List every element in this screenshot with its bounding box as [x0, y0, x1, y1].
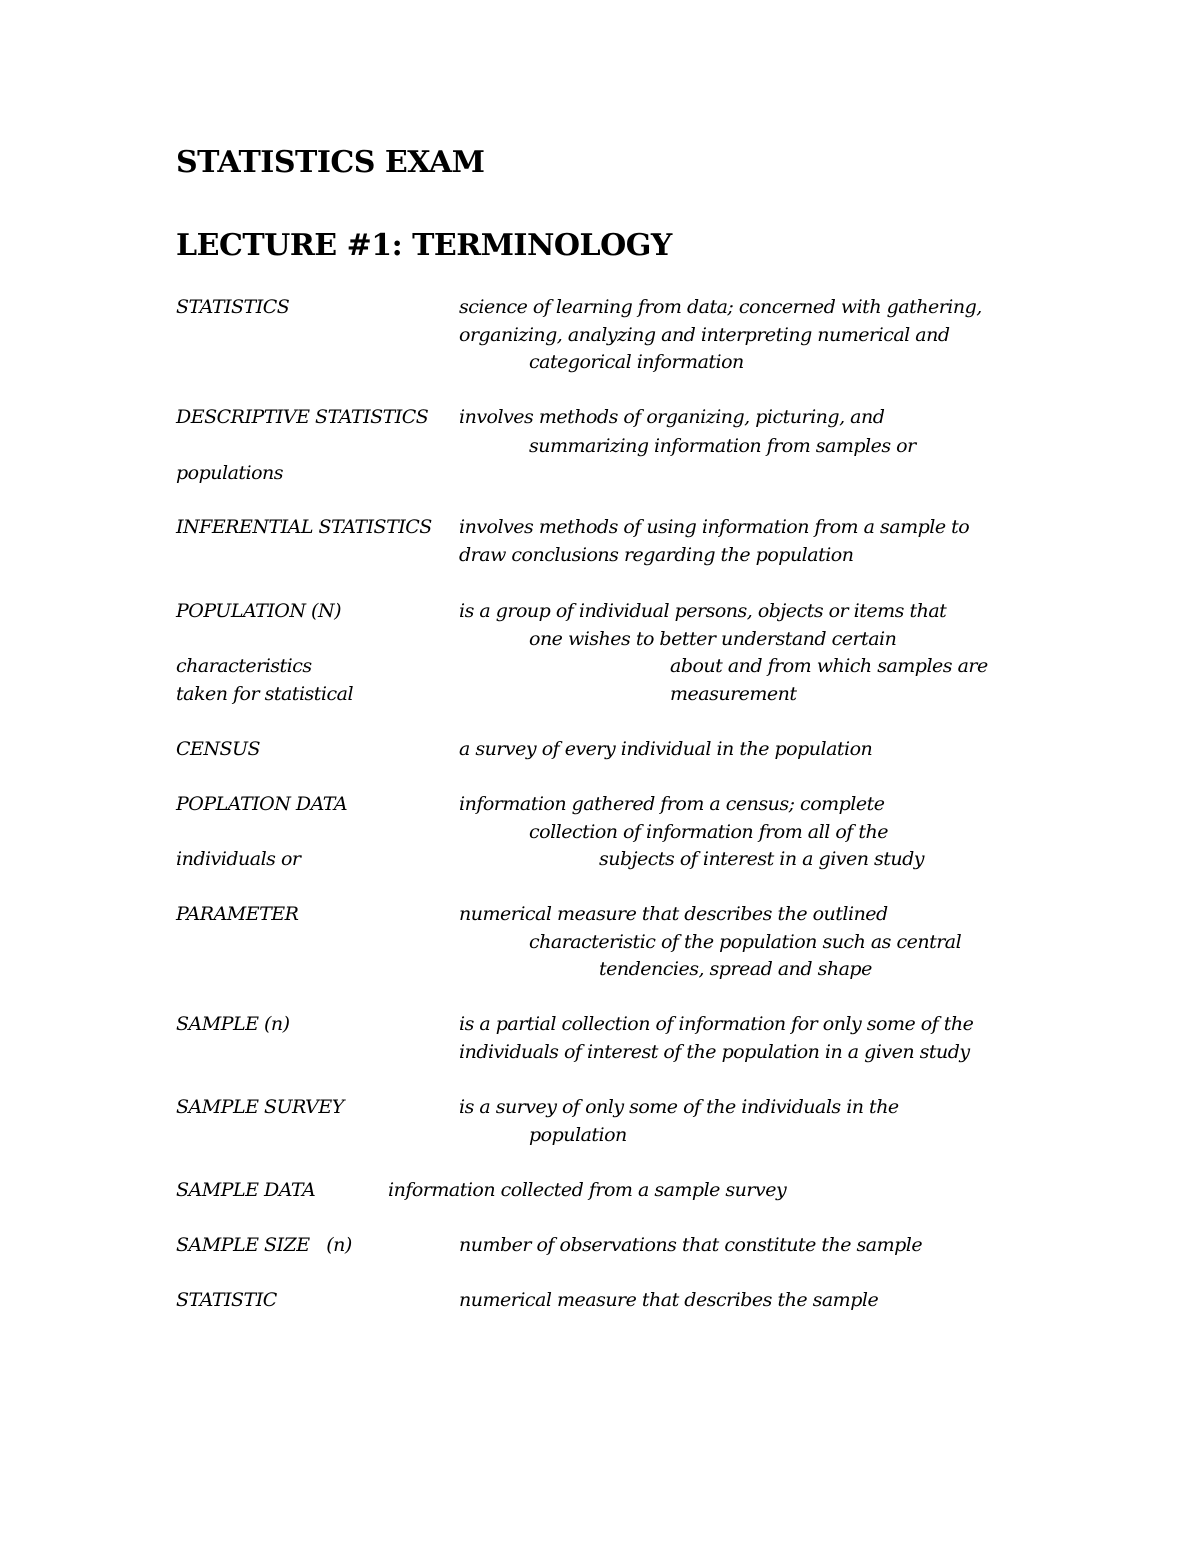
definition-line: number of observations that constitute the sample	[459, 1234, 923, 1256]
definition-line: tendencies, spread and shape	[599, 958, 872, 980]
definition-line: draw conclusions regarding the population	[459, 544, 854, 566]
definition-line: numerical measure that describes the sample	[459, 1289, 879, 1311]
definition-line: one wishes to better understand certain	[529, 628, 897, 650]
definition-line: involves methods of organizing, picturing, and	[459, 406, 885, 428]
definition-line: is a survey of only some of the individuals in the	[459, 1096, 899, 1118]
definition-overflow: characteristics	[176, 655, 312, 677]
term-population-data: POPLATION DATA	[176, 793, 348, 815]
definition-line: science of learning from data; concerned with gathering,	[459, 296, 982, 318]
term-census: CENSUS	[176, 738, 261, 760]
definition-line: numerical measure that describes the outlined	[459, 903, 888, 925]
definition-line: about and from which samples are	[670, 655, 988, 677]
term-population: POPULATION (N)	[176, 600, 341, 622]
term-inferential-statistics: INFERENTIAL STATISTICS	[176, 516, 432, 538]
definition-line: measurement	[670, 683, 797, 705]
definition-line: involves methods of using information from a sample to	[459, 516, 970, 538]
document-title: STATISTICS EXAM	[176, 145, 485, 180]
term-statistics: STATISTICS	[176, 296, 290, 318]
definition-line: population	[529, 1124, 627, 1146]
definition-line: a survey of every individual in the population	[459, 738, 873, 760]
term-sample-data: SAMPLE DATA	[176, 1179, 316, 1201]
term-parameter: PARAMETER	[176, 903, 299, 925]
definition-line: characteristic of the population such as central	[529, 931, 962, 953]
definition-overflow: populations	[176, 462, 284, 484]
definition-line: individuals of interest of the population in a given study	[459, 1041, 970, 1063]
definition-overflow: individuals or	[176, 848, 301, 870]
definition-line: categorical information	[529, 351, 744, 373]
definition-line: collection of information from all of the	[529, 821, 888, 843]
definition-line: organizing, analyzing and interpreting numerical and	[459, 324, 950, 346]
definition-line: is a group of individual persons, objects or items that	[459, 600, 947, 622]
term-sample: SAMPLE (n)	[176, 1013, 290, 1035]
term-descriptive-statistics: DESCRIPTIVE STATISTICS	[176, 406, 429, 428]
term-statistic: STATISTIC	[176, 1289, 277, 1311]
term-sample-size: SAMPLE SIZE (n)	[176, 1234, 352, 1256]
definition-line: information gathered from a census; complete	[459, 793, 885, 815]
definition-line: summarizing information from samples or	[529, 435, 916, 457]
definition-line: information collected from a sample survey	[388, 1179, 787, 1201]
lecture-heading: LECTURE #1: TERMINOLOGY	[176, 228, 672, 263]
definition-line: is a partial collection of information for only some of the	[459, 1013, 974, 1035]
term-sample-survey: SAMPLE SURVEY	[176, 1096, 344, 1118]
definition-overflow: taken for statistical	[176, 683, 354, 705]
definition-line: subjects of interest in a given study	[599, 848, 925, 870]
